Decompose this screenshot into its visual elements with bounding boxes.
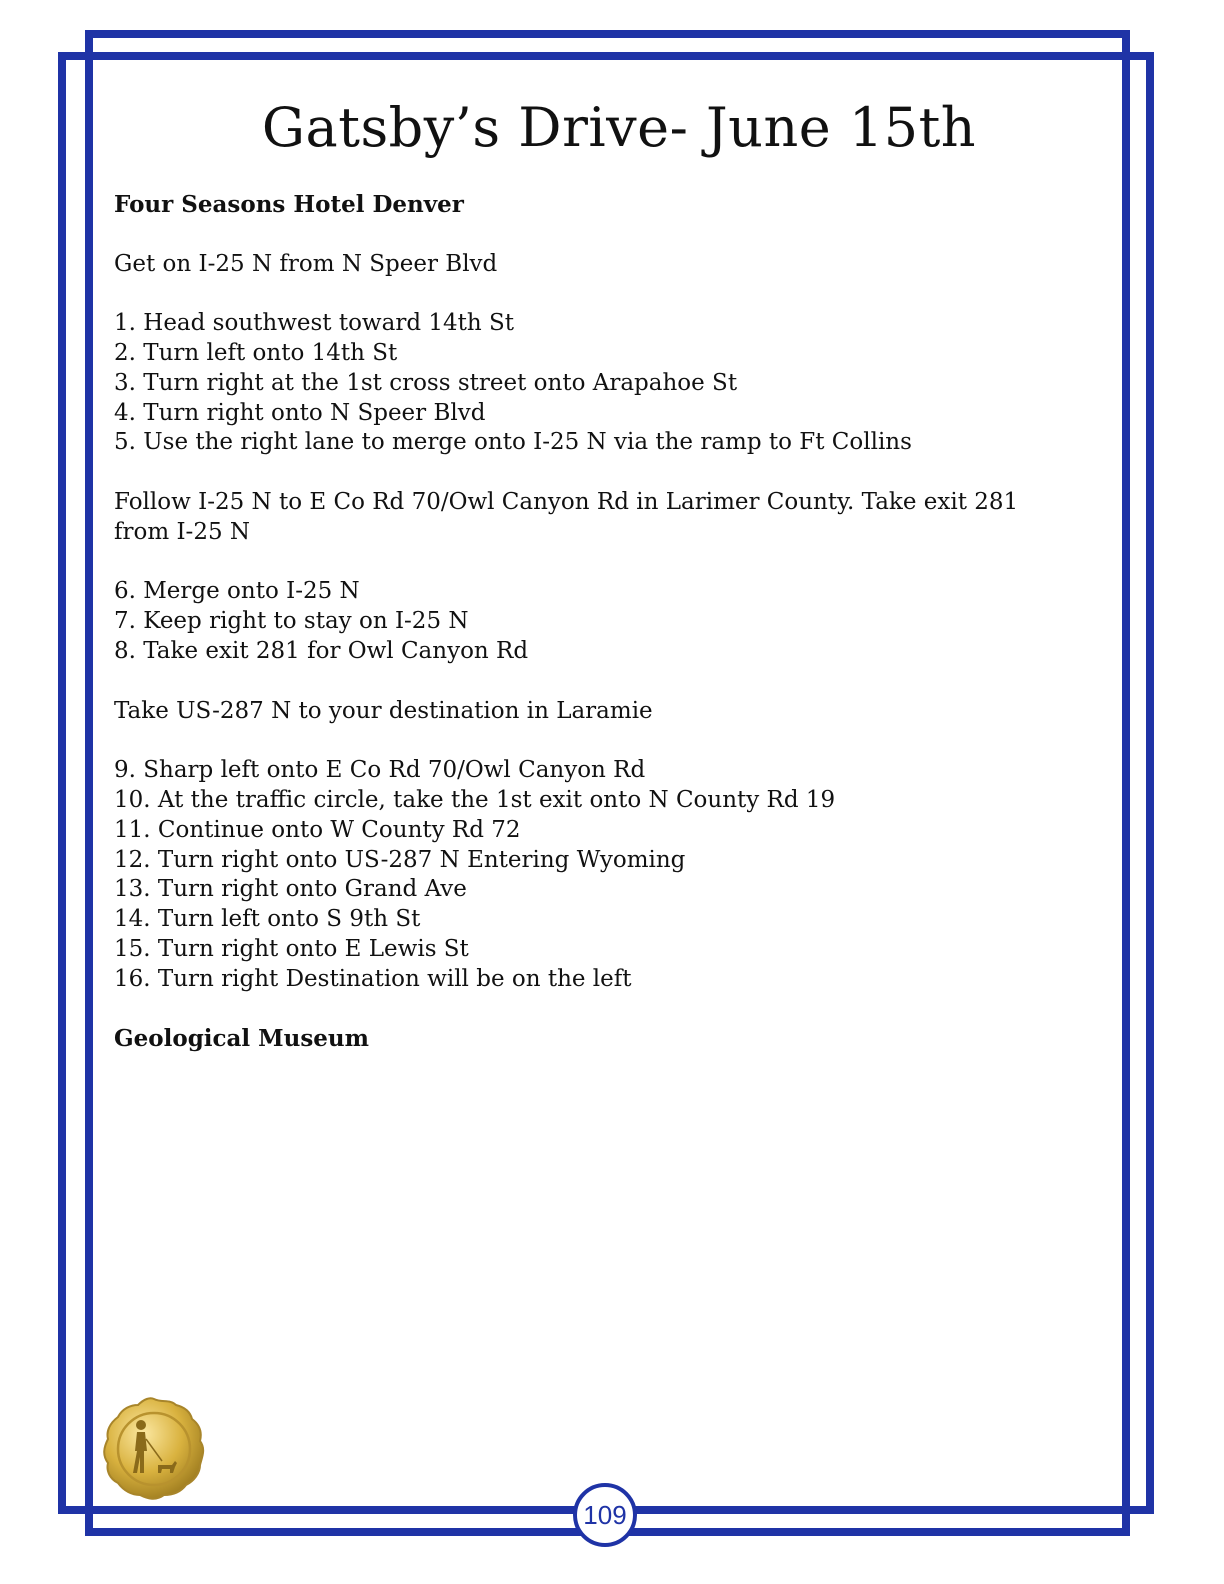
direction-step: 4. Turn right onto N Speer Blvd	[114, 399, 486, 426]
direction-step: 6. Merge onto I-25 N	[114, 578, 360, 605]
destination: Geological Museum	[114, 1025, 369, 1053]
direction-step: 12. Turn right onto US-287 N Entering Wyoming	[114, 846, 686, 873]
direction-step: 11. Continue onto W County Rd 72	[114, 816, 521, 843]
direction-step: 1. Head southwest toward 14th St	[114, 310, 514, 337]
directions-content	[114, 96, 1094, 1054]
direction-step: 7. Keep right to stay on I-25 N	[114, 608, 469, 635]
section-heading: Get on I-25 N from N Speer Blvd	[114, 250, 498, 277]
direction-step: 16. Turn right Destination will be on the left	[114, 965, 632, 992]
direction-step: 9. Sharp left onto E Co Rd 70/Owl Canyon Rd	[114, 757, 646, 784]
page-number: 109	[573, 1483, 637, 1547]
start-location: Four Seasons Hotel Denver	[114, 191, 464, 218]
section-heading: Follow I-25 N to E Co Rd 70/Owl Canyon Rd in Larimer County. Take exit 281	[114, 488, 1019, 515]
gold-seal-icon	[100, 1395, 208, 1503]
direction-step: 14. Turn left onto S 9th St	[114, 906, 421, 933]
direction-step: 10. At the traffic circle, take the 1st exit onto N County Rd 19	[114, 786, 836, 813]
section-heading-continued: from I-25 N	[114, 518, 251, 545]
direction-step: 5. Use the right lane to merge onto I-25 N via the ramp to Ft Collins	[114, 429, 912, 456]
section-heading: Take US-287 N to your destination in Laramie	[114, 697, 653, 724]
direction-step: 13. Turn right onto Grand Ave	[114, 876, 467, 903]
direction-step: 15. Turn right onto E Lewis St	[114, 935, 469, 962]
direction-step: 3. Turn right at the 1st cross street onto Arapahoe St	[114, 369, 738, 396]
page-title: Gatsby’s Drive- June 15th	[261, 96, 977, 159]
direction-step: 2. Turn left onto 14th St	[114, 339, 398, 366]
direction-step: 8. Take exit 281 for Owl Canyon Rd	[114, 637, 529, 664]
